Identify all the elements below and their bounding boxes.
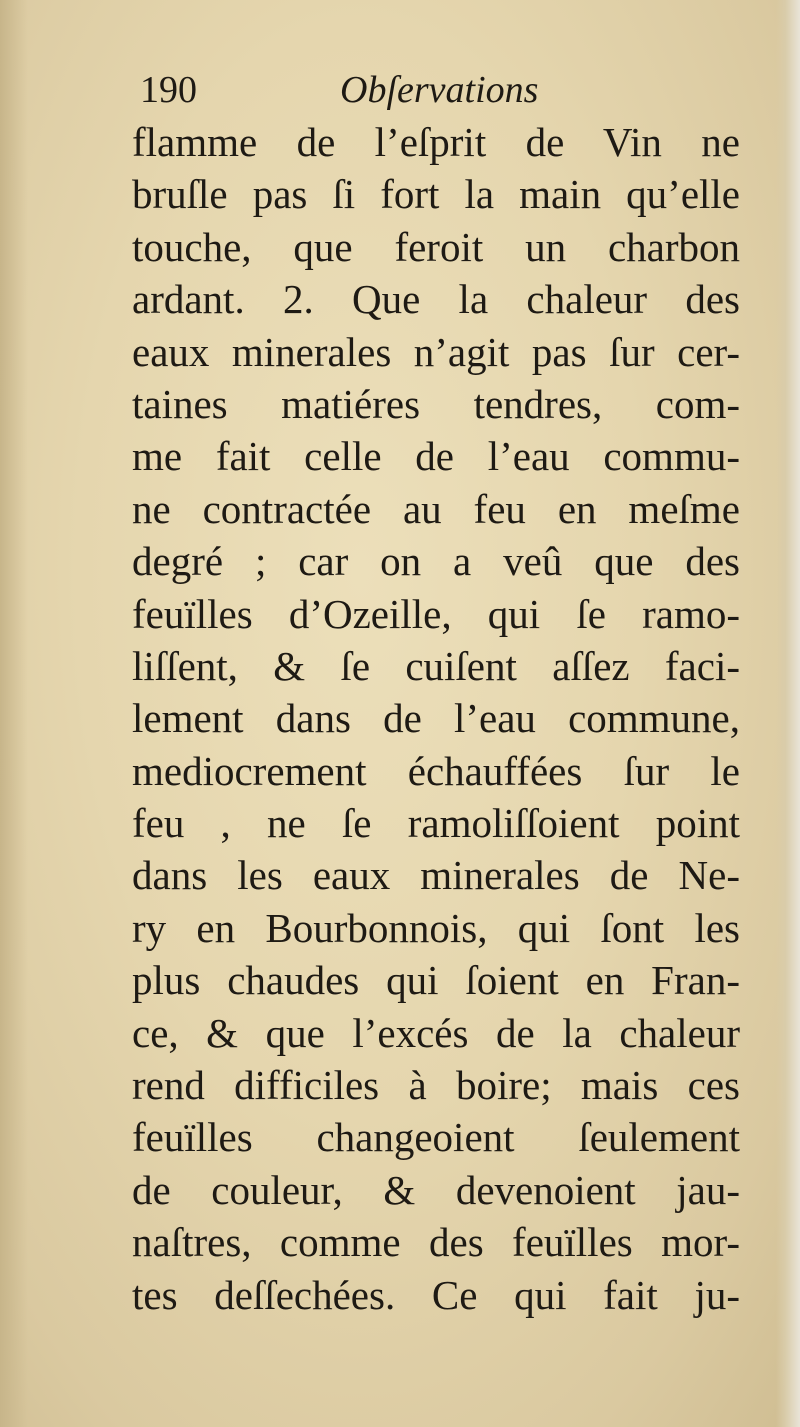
- text-line: me fait celle de l’eau commu-: [132, 433, 740, 480]
- text-line: plus chaudes qui ſoient en Fran-: [132, 957, 740, 1004]
- body-text: [132, 116, 740, 1321]
- text-line: ne contractée au feu en meſme: [132, 485, 740, 532]
- page-number: 190: [140, 69, 197, 111]
- text-line: lement dans de l’eau commune,: [132, 695, 740, 742]
- text-line: liſſent, & ſe cuiſent aſſez faci-: [132, 642, 740, 689]
- text-line: dans les eaux minerales de Ne-: [132, 852, 740, 899]
- text-line: tes deſſechées. Ce qui fait ju-: [132, 1271, 740, 1318]
- text-line: eaux minerales n’agit pas ſur cer-: [132, 328, 740, 375]
- text-line: rend difficiles à boire; mais ces: [132, 1062, 740, 1109]
- text-line: ce, & que l’excés de la chaleur: [132, 1009, 740, 1056]
- text-line: bruſle pas ſi fort la main qu’elle: [132, 171, 740, 218]
- text-line: naſtres, comme des feuïlles mor-: [132, 1219, 740, 1266]
- text-line: ardant. 2. Que la chaleur des: [132, 276, 740, 323]
- text-line: mediocrement échauffées ſur le: [132, 747, 740, 794]
- text-line: feu , ne ſe ramoliſſoient point: [132, 800, 740, 847]
- text-line: ry en Bourbonnois, qui ſont les: [132, 904, 740, 951]
- text-line: feuïlles d’Ozeille, qui ſe ramo-: [132, 590, 740, 637]
- text-line: feuïlles changeoient ſeulement: [132, 1114, 740, 1161]
- text-line: flamme de l’eſprit de Vin ne: [132, 119, 740, 165]
- text-line: touche, que feroit un charbon: [132, 223, 740, 270]
- text-line: degré ; car on a veû que des: [132, 538, 740, 585]
- text-line: taines matiéres tendres, com-: [132, 380, 740, 427]
- text-line: de couleur, & devenoient jau-: [132, 1166, 740, 1213]
- page-header: [140, 66, 740, 114]
- running-title: Obſervations: [340, 69, 539, 111]
